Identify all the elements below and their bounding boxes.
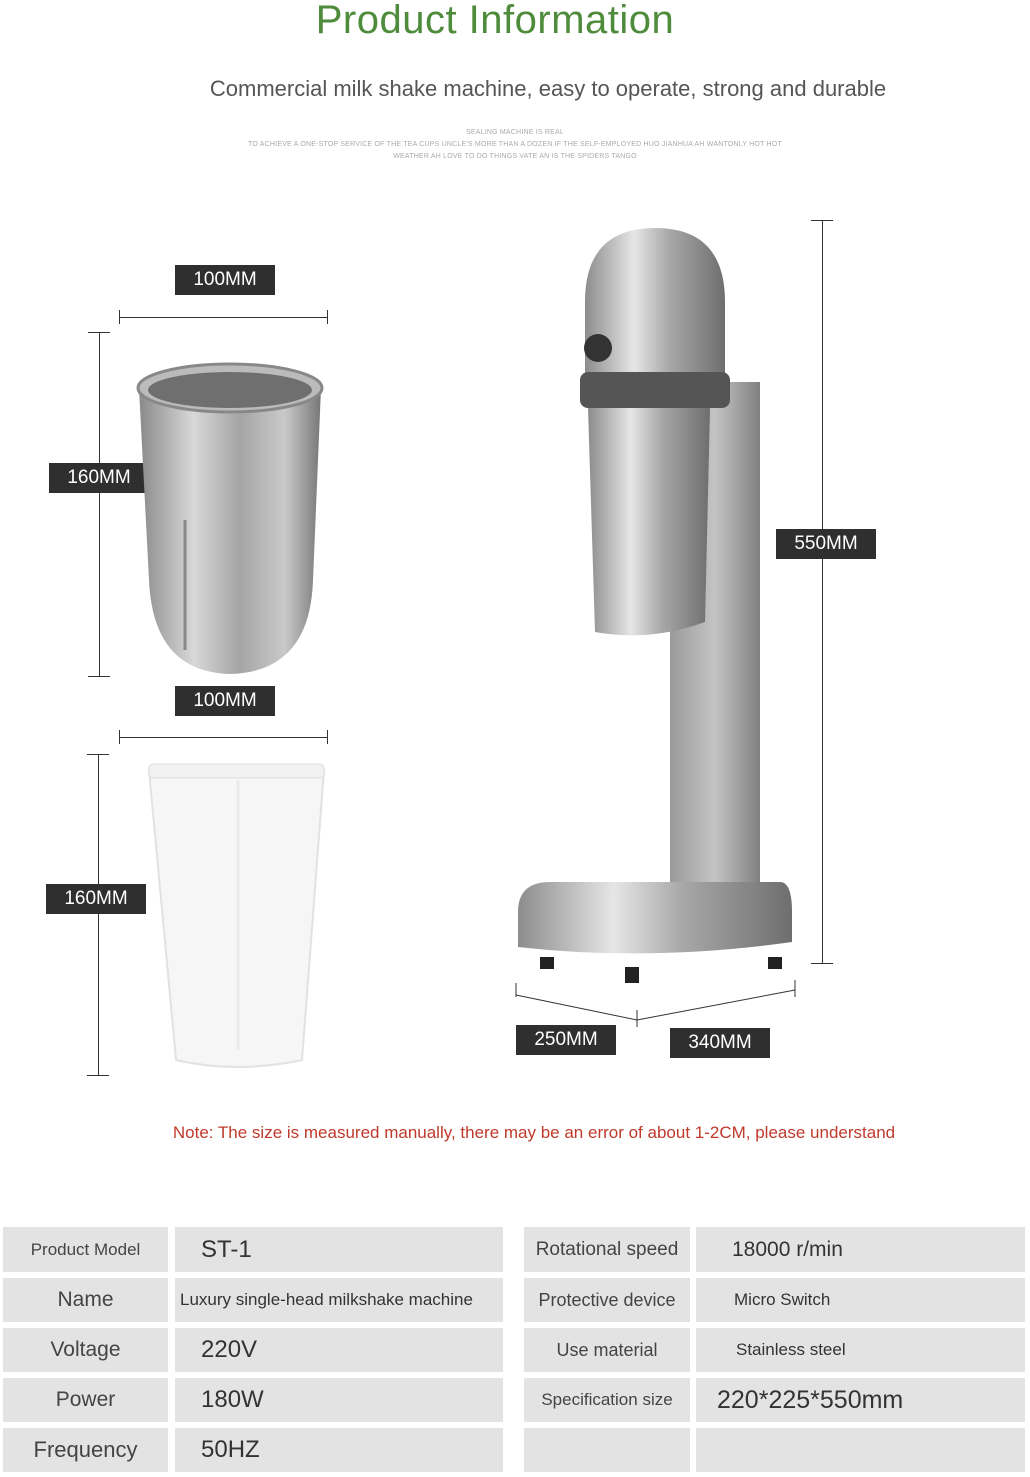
steel-cup-image xyxy=(135,360,327,678)
dimension-tick xyxy=(119,730,120,744)
dimension-line xyxy=(119,737,328,738)
spec-value: 50HZ xyxy=(175,1428,503,1472)
base-dimension-lines xyxy=(510,975,805,1030)
spec-label: Protective device xyxy=(524,1278,690,1322)
spec-value: Micro Switch xyxy=(696,1278,1025,1322)
machine-height-label: 550MM xyxy=(776,529,876,559)
spec-value: ST-1 xyxy=(175,1227,503,1272)
steel-cup-height-label: 160MM xyxy=(49,463,149,493)
fine-print-1: SEALING MACHINE IS REAL xyxy=(466,129,564,136)
dimension-tick xyxy=(119,310,120,324)
dimension-line xyxy=(119,317,328,318)
page-title: Product Information xyxy=(315,0,675,42)
spec-label: Specification size xyxy=(524,1378,690,1422)
spec-label: Rotational speed xyxy=(524,1227,690,1272)
spec-value: 220V xyxy=(175,1328,503,1372)
plastic-cup-image xyxy=(146,760,328,1074)
dimension-tick xyxy=(327,310,328,324)
dimension-line xyxy=(98,754,99,1075)
dimension-tick xyxy=(327,730,328,744)
spec-label: Frequency xyxy=(3,1428,168,1472)
dimension-tick xyxy=(87,1075,109,1076)
dimension-tick xyxy=(811,963,833,964)
spec-value: 220*225*550mm xyxy=(696,1378,1025,1422)
milkshake-machine-image xyxy=(510,222,800,992)
spec-label: Power xyxy=(3,1378,168,1422)
spec-value: 180W xyxy=(175,1378,503,1422)
dimension-line xyxy=(822,220,823,963)
base-depth-label: 250MM xyxy=(516,1025,616,1055)
measurement-note: Note: The size is measured manually, there may be an error of about 1-2CM, please understand xyxy=(172,1123,896,1142)
dimension-tick xyxy=(88,332,110,333)
plastic-cup-height-label: 160MM xyxy=(46,884,146,914)
spec-label-empty xyxy=(524,1428,690,1472)
plastic-cup-width-label: 100MM xyxy=(175,686,275,716)
fine-print-2: TO ACHIEVE A ONE-STOP SERVICE OF THE TEA CUPS UNCLE'S MORE THAN A DOZEN IF THE SELF-EMPLOYED HUO JIANHUA AH WANTONLY HOT HOT xyxy=(248,141,782,148)
spec-label: Use material xyxy=(524,1328,690,1372)
fine-print-3: WEATHER AH LOVE TO DO THINGS VATE AN IS THE SPIDERS TANGO xyxy=(393,153,637,160)
steel-cup-width-label: 100MM xyxy=(175,265,275,295)
dimension-tick xyxy=(811,220,833,221)
spec-label: Product Model xyxy=(3,1227,168,1272)
spec-value-empty xyxy=(696,1428,1025,1472)
spec-label: Voltage xyxy=(3,1328,168,1372)
spec-value: Stainless steel xyxy=(696,1328,1025,1372)
spec-value: 18000 r/min xyxy=(696,1227,1025,1272)
spec-value: Luxury single-head milkshake machine xyxy=(175,1278,503,1322)
dimension-line xyxy=(99,332,100,676)
dimension-tick xyxy=(87,754,109,755)
spec-label: Name xyxy=(3,1278,168,1322)
subtitle: Commercial milk shake machine, easy to operate, strong and durable xyxy=(209,76,887,101)
dimension-tick xyxy=(88,676,110,677)
base-width-label: 340MM xyxy=(670,1028,770,1058)
